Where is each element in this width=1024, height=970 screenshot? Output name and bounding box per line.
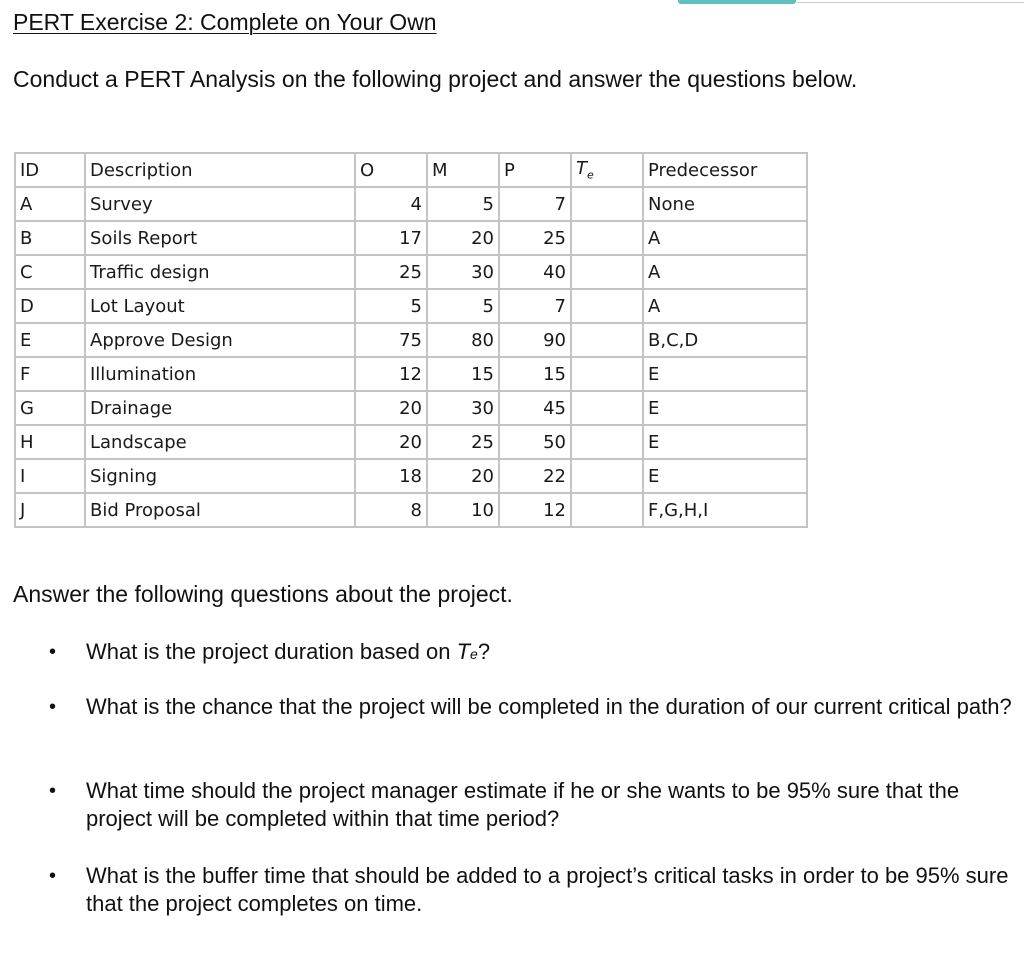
cell-id: B — [15, 221, 85, 255]
cell-expected-time — [571, 289, 643, 323]
cell-pessimistic: 22 — [499, 459, 571, 493]
cell-most-likely: 20 — [427, 221, 499, 255]
cell-description: Drainage — [85, 391, 355, 425]
cell-optimistic: 4 — [355, 187, 427, 221]
cell-predecessor: B,C,D — [643, 323, 807, 357]
table-row — [15, 357, 807, 391]
cell-optimistic: 17 — [355, 221, 427, 255]
answer-heading: Answer the following questions about the project. — [13, 581, 513, 607]
top-accent-bar — [678, 0, 796, 4]
cell-optimistic: 8 — [355, 493, 427, 527]
top-divider — [796, 2, 1024, 3]
cell-id: I — [15, 459, 85, 493]
question-1-before: What is the project duration based on — [86, 639, 457, 664]
cell-pessimistic: 12 — [499, 493, 571, 527]
cell-description: Landscape — [85, 425, 355, 459]
cell-pessimistic: 25 — [499, 221, 571, 255]
cell-expected-time — [571, 255, 643, 289]
cell-predecessor: E — [643, 391, 807, 425]
table-row — [15, 221, 807, 255]
cell-optimistic: 20 — [355, 425, 427, 459]
cell-description: Approve Design — [85, 323, 355, 357]
table-row — [15, 493, 807, 527]
cell-most-likely: 80 — [427, 323, 499, 357]
cell-predecessor: None — [643, 187, 807, 221]
cell-most-likely: 5 — [427, 289, 499, 323]
table-row — [15, 289, 807, 323]
cell-most-likely: 10 — [427, 493, 499, 527]
cell-pessimistic: 50 — [499, 425, 571, 459]
question-1-after: ? — [477, 639, 491, 664]
cell-id: C — [15, 255, 85, 289]
cell-expected-time — [571, 323, 643, 357]
cell-most-likely: 5 — [427, 187, 499, 221]
bullet-icon: • — [49, 641, 57, 663]
cell-expected-time — [571, 357, 643, 391]
bullet-icon: • — [49, 865, 57, 887]
cell-description: Survey — [85, 187, 355, 221]
cell-id: J — [15, 493, 85, 527]
table-header-row — [15, 153, 807, 187]
cell-most-likely: 15 — [427, 357, 499, 391]
question-1-te-main: T — [456, 639, 471, 664]
cell-description: Traffic design — [85, 255, 355, 289]
cell-expected-time — [571, 459, 643, 493]
cell-description: Signing — [85, 459, 355, 493]
cell-optimistic: 25 — [355, 255, 427, 289]
cell-description: Soils Report — [85, 221, 355, 255]
cell-predecessor: F,G,H,I — [643, 493, 807, 527]
cell-optimistic: 18 — [355, 459, 427, 493]
cell-pessimistic: 40 — [499, 255, 571, 289]
header-most-likely: M — [427, 153, 499, 187]
table-row — [15, 391, 807, 425]
header-description: Description — [85, 153, 355, 187]
header-expected-time — [571, 153, 643, 187]
cell-optimistic: 20 — [355, 391, 427, 425]
page-title: PERT Exercise 2: Complete on Your Own — [13, 9, 437, 35]
cell-most-likely: 25 — [427, 425, 499, 459]
cell-most-likely: 20 — [427, 459, 499, 493]
intro-text: Conduct a PERT Analysis on the following project and answer the questions below. — [13, 66, 858, 92]
cell-pessimistic: 7 — [499, 187, 571, 221]
bullet-icon: • — [49, 696, 57, 718]
cell-id: D — [15, 289, 85, 323]
cell-predecessor: A — [643, 221, 807, 255]
header-predecessor: Predecessor — [643, 153, 807, 187]
cell-predecessor: A — [643, 289, 807, 323]
table-row — [15, 187, 807, 221]
cell-optimistic: 12 — [355, 357, 427, 391]
cell-expected-time — [571, 493, 643, 527]
cell-description: Illumination — [85, 357, 355, 391]
cell-pessimistic: 90 — [499, 323, 571, 357]
cell-predecessor: A — [643, 255, 807, 289]
cell-most-likely: 30 — [427, 255, 499, 289]
question-text — [86, 638, 1016, 668]
question-text: What is the chance that the project will be completed in the duration of our current critical path? — [86, 694, 1012, 719]
header-pessimistic: P — [499, 153, 571, 187]
table-row — [15, 255, 807, 289]
cell-predecessor: E — [643, 425, 807, 459]
cell-id: A — [15, 187, 85, 221]
cell-id: F — [15, 357, 85, 391]
cell-optimistic: 5 — [355, 289, 427, 323]
header-optimistic: O — [355, 153, 427, 187]
cell-description: Lot Layout — [85, 289, 355, 323]
cell-optimistic: 75 — [355, 323, 427, 357]
pert-table — [14, 152, 808, 528]
cell-expected-time — [571, 391, 643, 425]
cell-predecessor: E — [643, 357, 807, 391]
cell-pessimistic: 15 — [499, 357, 571, 391]
cell-pessimistic: 45 — [499, 391, 571, 425]
question-1-te-sub: e — [470, 646, 478, 662]
header-id: ID — [15, 153, 85, 187]
table-row — [15, 459, 807, 493]
cell-id: G — [15, 391, 85, 425]
cell-pessimistic: 7 — [499, 289, 571, 323]
header-te-main: T — [576, 158, 587, 180]
header-te-sub: e — [587, 168, 594, 182]
cell-expected-time — [571, 187, 643, 221]
cell-id: H — [15, 425, 85, 459]
cell-expected-time — [571, 221, 643, 255]
cell-id: E — [15, 323, 85, 357]
question-text: What is the buffer time that should be added to a project’s critical tasks in order to be 95% sure that the project completes on time. — [86, 863, 1009, 916]
cell-description: Bid Proposal — [85, 493, 355, 527]
cell-predecessor: E — [643, 459, 807, 493]
cell-most-likely: 30 — [427, 391, 499, 425]
cell-expected-time — [571, 425, 643, 459]
table-row — [15, 323, 807, 357]
bullet-icon: • — [49, 780, 57, 802]
table-row — [15, 425, 807, 459]
question-text: What time should the project manager estimate if he or she wants to be 95% sure that the project will be completed within that time period? — [86, 778, 960, 831]
